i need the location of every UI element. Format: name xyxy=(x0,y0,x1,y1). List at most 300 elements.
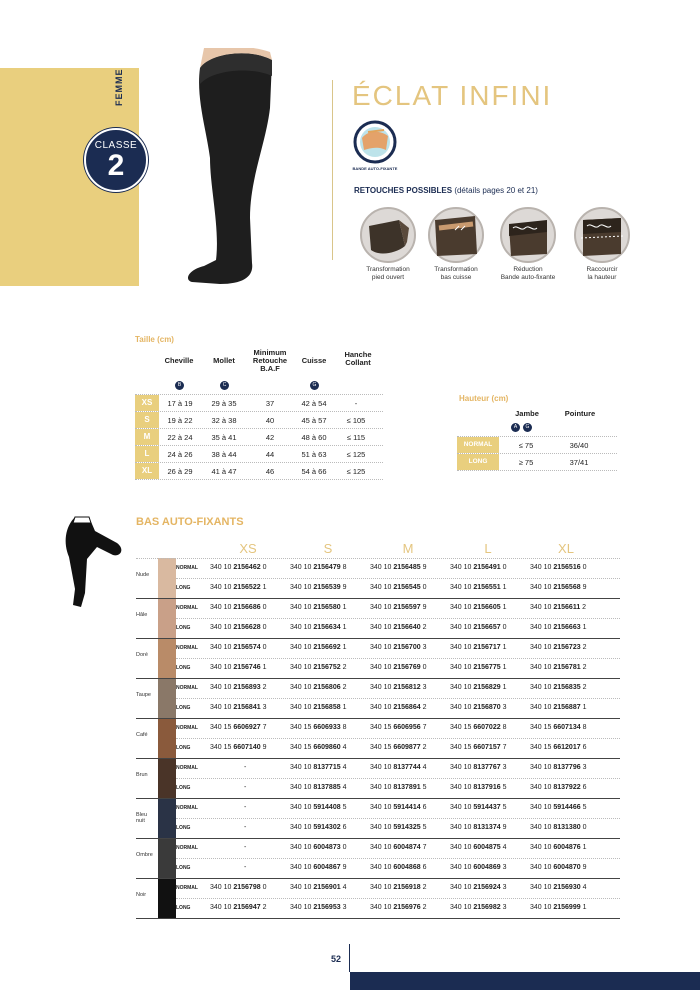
code-check-digit: 9 xyxy=(580,864,587,871)
marker-g: G xyxy=(310,381,319,390)
code-prefix: 340 10 xyxy=(450,644,474,651)
product-code xyxy=(450,604,506,611)
size-cell: 40 xyxy=(265,416,275,425)
code-check-digit: 1 xyxy=(340,704,347,711)
code-prefix: 340 10 xyxy=(290,864,314,871)
color-name: Taupe xyxy=(136,692,151,698)
code-check-digit: 2 xyxy=(580,684,587,691)
code-main: 2156752 xyxy=(313,664,341,671)
product-code xyxy=(370,584,426,591)
code-main: 2156717 xyxy=(473,644,501,651)
code-check-digit: 8 xyxy=(340,724,347,731)
row-rule xyxy=(176,898,620,899)
product-code xyxy=(450,884,506,891)
product-code xyxy=(370,724,426,731)
retouches-details: (détails pages 20 et 21) xyxy=(452,186,538,195)
code-check-digit: 2 xyxy=(260,904,267,911)
code-main: 2156829 xyxy=(473,684,501,691)
code-check-digit: 4 xyxy=(340,784,347,791)
code-main: 2156864 xyxy=(393,704,421,711)
code-prefix: 340 10 xyxy=(370,884,394,891)
code-main: 2156798 xyxy=(233,884,261,891)
code-prefix: 340 10 xyxy=(450,804,474,811)
code-check-digit: 9 xyxy=(500,824,507,831)
code-prefix: 340 10 xyxy=(530,584,554,591)
size-table xyxy=(135,335,383,482)
empty-code: - xyxy=(244,864,247,871)
retouches-heading xyxy=(354,186,538,195)
code-main: 2156597 xyxy=(393,604,421,611)
code-prefix: 340 10 xyxy=(290,644,314,651)
code-prefix: 340 10 xyxy=(450,684,474,691)
code-prefix: 340 10 xyxy=(290,784,314,791)
code-check-digit: 6 xyxy=(580,744,587,751)
code-prefix: 340 10 xyxy=(530,904,554,911)
code-main: 2156686 xyxy=(233,604,261,611)
product-code xyxy=(450,704,506,711)
code-main: 8137744 xyxy=(393,764,421,771)
code-main: 5914466 xyxy=(553,804,581,811)
product-code xyxy=(370,684,426,691)
code-prefix: 340 10 xyxy=(450,784,474,791)
product-code xyxy=(450,864,506,871)
height-tag: LONG xyxy=(457,454,499,470)
color-swatch xyxy=(158,838,176,878)
product-code xyxy=(290,664,346,671)
col-head-cheville: Cheville xyxy=(164,356,194,365)
retouches-bold: RETOUCHES POSSIBLES xyxy=(354,186,453,195)
code-main: 2156723 xyxy=(553,644,581,651)
size-cell: 48 à 60 xyxy=(301,433,327,442)
code-main: 8137891 xyxy=(393,784,421,791)
variant-label: NORMAL xyxy=(176,765,198,771)
product-code xyxy=(530,644,586,651)
product-code xyxy=(370,844,426,851)
marker-a: A xyxy=(511,423,520,432)
code-check-digit: 1 xyxy=(260,664,267,671)
code-main: 2156551 xyxy=(473,584,501,591)
size-cell: 37 xyxy=(265,399,275,408)
code-main: 6609860 xyxy=(313,744,341,751)
code-main: 2156634 xyxy=(313,624,341,631)
code-prefix: 340 10 xyxy=(530,704,554,711)
product-code xyxy=(450,904,506,911)
code-main: 2156887 xyxy=(553,704,581,711)
product-code xyxy=(530,744,586,751)
code-prefix: 340 15 xyxy=(370,724,394,731)
code-main: 2156545 xyxy=(393,584,421,591)
color-swatch xyxy=(158,638,176,678)
size-cell: 35 à 41 xyxy=(211,433,237,442)
code-main: 2156953 xyxy=(313,904,341,911)
product-code xyxy=(210,744,266,751)
code-check-digit: 4 xyxy=(340,884,347,891)
product-code xyxy=(530,604,586,611)
size-cell: ≤ 115 xyxy=(346,433,366,442)
height-cell: 37/41 xyxy=(569,458,589,467)
retouche-caption-3: Réduction Bande auto-fixante xyxy=(500,266,556,281)
code-prefix: 340 10 xyxy=(530,764,554,771)
code-main: 2156999 xyxy=(553,904,581,911)
col-head-mollet: Mollet xyxy=(213,356,235,365)
color-swatch xyxy=(158,718,176,758)
code-prefix: 340 15 xyxy=(210,744,234,751)
code-prefix: 340 10 xyxy=(530,664,554,671)
product-code xyxy=(530,664,586,671)
product-code xyxy=(290,684,346,691)
product-code xyxy=(210,684,266,691)
code-main: 6004876 xyxy=(553,844,581,851)
compression-class-badge xyxy=(84,128,148,192)
code-prefix: 340 10 xyxy=(290,824,314,831)
code-check-digit: 1 xyxy=(500,644,507,651)
product-code xyxy=(450,644,506,651)
product-code xyxy=(244,804,246,811)
product-code xyxy=(370,884,426,891)
code-prefix: 340 15 xyxy=(290,744,314,751)
code-main: 6004870 xyxy=(553,864,581,871)
height-tag: NORMAL xyxy=(457,437,499,453)
row-rule xyxy=(176,618,620,619)
code-prefix: 340 10 xyxy=(290,804,314,811)
col-head-l: L xyxy=(484,541,492,556)
code-main: 2156918 xyxy=(393,884,421,891)
code-prefix: 340 10 xyxy=(290,684,314,691)
code-prefix: 340 10 xyxy=(450,704,474,711)
size-tag: XS xyxy=(135,395,159,411)
row-rule xyxy=(176,698,620,699)
code-check-digit: 1 xyxy=(500,604,507,611)
code-main: 5914408 xyxy=(313,804,341,811)
code-main: 2156806 xyxy=(313,684,341,691)
color-swatch xyxy=(158,878,176,918)
variant-label: LONG xyxy=(176,785,191,791)
code-check-digit: 9 xyxy=(420,604,427,611)
variant-label: LONG xyxy=(176,865,191,871)
code-check-digit: 0 xyxy=(260,564,267,571)
variant-label: LONG xyxy=(176,665,191,671)
color-swatch xyxy=(158,678,176,718)
code-check-digit: 3 xyxy=(500,904,507,911)
code-main: 5914437 xyxy=(473,804,501,811)
code-main: 2156491 xyxy=(473,564,501,571)
code-prefix: 340 10 xyxy=(370,644,394,651)
code-prefix: 340 10 xyxy=(290,564,314,571)
code-prefix: 340 10 xyxy=(450,884,474,891)
footer-bar xyxy=(350,972,700,990)
height-row xyxy=(457,436,617,453)
code-prefix: 340 10 xyxy=(450,584,474,591)
size-row xyxy=(135,411,383,428)
code-prefix: 340 10 xyxy=(370,684,394,691)
product-code xyxy=(290,804,346,811)
product-code xyxy=(244,844,246,851)
marker-b: B xyxy=(175,381,184,390)
product-code xyxy=(530,784,586,791)
code-check-digit: 2 xyxy=(260,684,267,691)
code-check-digit: 1 xyxy=(580,844,587,851)
code-prefix: 340 10 xyxy=(530,604,554,611)
height-cell: ≤ 75 xyxy=(518,441,534,450)
size-cell: 32 à 38 xyxy=(211,416,237,425)
code-prefix: 340 10 xyxy=(450,624,474,631)
code-main: 2156516 xyxy=(553,564,581,571)
size-row xyxy=(135,394,383,411)
product-code xyxy=(530,564,586,571)
code-check-digit: 3 xyxy=(420,684,427,691)
size-cell: 45 à 57 xyxy=(301,416,327,425)
variant-label: NORMAL xyxy=(176,805,198,811)
auto-fixante-band-icon xyxy=(350,120,400,174)
code-prefix: 340 10 xyxy=(530,824,554,831)
code-check-digit: 3 xyxy=(580,764,587,771)
product-code xyxy=(450,564,506,571)
code-prefix: 340 10 xyxy=(450,904,474,911)
product-code xyxy=(450,764,506,771)
code-main: 2156663 xyxy=(553,624,581,631)
code-main: 2156568 xyxy=(553,584,581,591)
color-name: Doré xyxy=(136,652,148,658)
product-code xyxy=(450,804,506,811)
code-prefix: 340 10 xyxy=(530,784,554,791)
table-bottom-rule xyxy=(136,918,620,919)
code-prefix: 340 10 xyxy=(530,864,554,871)
code-prefix: 340 10 xyxy=(290,764,314,771)
variant-label: NORMAL xyxy=(176,685,198,691)
code-check-digit: 3 xyxy=(500,704,507,711)
variant-label: NORMAL xyxy=(176,605,198,611)
code-prefix: 340 15 xyxy=(210,724,234,731)
code-prefix: 340 10 xyxy=(370,784,394,791)
code-prefix: 340 10 xyxy=(370,704,394,711)
code-main: 2156640 xyxy=(393,624,421,631)
code-check-digit: 1 xyxy=(580,904,587,911)
product-code xyxy=(450,844,506,851)
code-check-digit: 1 xyxy=(580,624,587,631)
code-main: 6004869 xyxy=(473,864,501,871)
variant-label: NORMAL xyxy=(176,725,198,731)
gender-label: FEMME xyxy=(114,68,124,106)
code-check-digit: 1 xyxy=(260,584,267,591)
retouche-item xyxy=(570,206,634,282)
code-prefix: 340 10 xyxy=(210,904,234,911)
product-code xyxy=(530,884,586,891)
code-check-digit: 9 xyxy=(580,584,587,591)
size-cell: 44 xyxy=(265,450,275,459)
code-main: 5914302 xyxy=(313,824,341,831)
size-cell: 19 à 22 xyxy=(167,416,193,425)
row-rule xyxy=(176,818,620,819)
code-check-digit: 2 xyxy=(420,624,427,631)
code-check-digit: 3 xyxy=(340,904,347,911)
code-main: 2156835 xyxy=(553,684,581,691)
code-prefix: 340 10 xyxy=(530,844,554,851)
color-swatch xyxy=(158,598,176,638)
code-prefix: 340 15 xyxy=(530,724,554,731)
product-code xyxy=(210,664,266,671)
variant-label: NORMAL xyxy=(176,645,198,651)
product-code xyxy=(290,904,346,911)
code-prefix: 340 15 xyxy=(530,744,554,751)
code-main: 6612017 xyxy=(553,744,581,751)
height-cell: 36/40 xyxy=(569,441,589,450)
product-code xyxy=(370,704,426,711)
thigh-cut-icon xyxy=(427,206,485,264)
product-code xyxy=(370,564,426,571)
size-cell: 24 à 26 xyxy=(167,450,193,459)
code-prefix: 340 10 xyxy=(210,644,234,651)
product-code xyxy=(370,824,426,831)
code-main: 6607157 xyxy=(473,744,501,751)
product-code xyxy=(530,684,586,691)
class-label: CLASSE xyxy=(94,140,138,151)
code-prefix: 340 10 xyxy=(210,884,234,891)
product-code xyxy=(290,844,346,851)
code-main: 2156692 xyxy=(313,644,341,651)
row-rule xyxy=(176,858,620,859)
empty-code: - xyxy=(244,804,247,811)
code-main: 6004867 xyxy=(313,864,341,871)
size-tag: XL xyxy=(135,463,159,479)
code-prefix: 340 10 xyxy=(450,844,474,851)
code-main: 2156605 xyxy=(473,604,501,611)
product-code xyxy=(210,584,266,591)
code-prefix: 340 10 xyxy=(450,664,474,671)
size-cell: 41 à 47 xyxy=(211,467,237,476)
col-head-jambe: Jambe xyxy=(515,409,539,418)
variant-label: LONG xyxy=(176,905,191,911)
code-main: 2156462 xyxy=(233,564,261,571)
code-prefix: 340 10 xyxy=(290,624,314,631)
code-check-digit: 6 xyxy=(340,824,347,831)
height-row xyxy=(457,453,617,470)
variant-label: LONG xyxy=(176,705,191,711)
size-cell: 26 à 29 xyxy=(167,467,193,476)
header-divider xyxy=(332,80,333,260)
product-code xyxy=(244,864,246,871)
code-main: 6004868 xyxy=(393,864,421,871)
color-name: Bleu nuit xyxy=(136,812,148,824)
code-prefix: 340 10 xyxy=(450,564,474,571)
size-cell: ≤ 125 xyxy=(346,450,366,459)
product-code xyxy=(290,864,346,871)
code-prefix: 340 10 xyxy=(290,604,314,611)
retouche-item xyxy=(424,206,488,282)
code-main: 8137885 xyxy=(313,784,341,791)
size-table-label: Taille (cm) xyxy=(135,335,174,344)
col-head-hanche: Hanche Collant xyxy=(344,350,372,367)
product-code xyxy=(244,764,246,771)
product-code xyxy=(370,604,426,611)
code-main: 2156574 xyxy=(233,644,261,651)
code-main: 2156775 xyxy=(473,664,501,671)
code-check-digit: 4 xyxy=(500,844,507,851)
color-name: Ombre xyxy=(136,852,153,858)
code-main: 2156580 xyxy=(313,604,341,611)
code-main: 2156870 xyxy=(473,704,501,711)
product-code xyxy=(450,824,506,831)
code-prefix: 340 15 xyxy=(290,724,314,731)
code-prefix: 340 10 xyxy=(370,604,394,611)
code-check-digit: 0 xyxy=(580,824,587,831)
code-check-digit: 0 xyxy=(500,564,507,571)
code-prefix: 340 10 xyxy=(450,604,474,611)
code-main: 8137916 xyxy=(473,784,501,791)
product-code xyxy=(530,724,586,731)
code-check-digit: 8 xyxy=(580,724,587,731)
size-cell: - xyxy=(354,399,358,408)
class-number: 2 xyxy=(107,149,125,182)
code-prefix: 340 10 xyxy=(290,844,314,851)
color-swatch xyxy=(158,758,176,798)
size-cell: 29 à 35 xyxy=(211,399,237,408)
code-prefix: 340 10 xyxy=(530,884,554,891)
code-check-digit: 9 xyxy=(260,744,267,751)
empty-code: - xyxy=(244,764,247,771)
code-prefix: 340 10 xyxy=(370,764,394,771)
code-prefix: 340 10 xyxy=(530,804,554,811)
code-check-digit: 5 xyxy=(500,804,507,811)
col-head-m: M xyxy=(402,541,414,556)
color-swatch xyxy=(158,558,176,598)
code-main: 2156628 xyxy=(233,624,261,631)
code-check-digit: 7 xyxy=(500,744,507,751)
code-main: 6606933 xyxy=(313,724,341,731)
code-main: 2156841 xyxy=(233,704,261,711)
code-check-digit: 7 xyxy=(260,724,267,731)
product-code xyxy=(370,644,426,651)
code-check-digit: 1 xyxy=(340,644,347,651)
code-check-digit: 0 xyxy=(260,884,267,891)
code-main: 6606956 xyxy=(393,724,421,731)
code-prefix: 340 10 xyxy=(450,864,474,871)
code-check-digit: 8 xyxy=(500,724,507,731)
table-bottom-rule xyxy=(135,479,383,480)
product-code xyxy=(290,764,346,771)
product-code xyxy=(290,724,346,731)
retouche-caption-4: Raccourcir la hauteur xyxy=(586,266,618,281)
row-rule xyxy=(176,738,620,739)
size-tag: S xyxy=(135,412,159,428)
size-cell: 54 à 66 xyxy=(301,467,327,476)
code-check-digit: 5 xyxy=(500,784,507,791)
variant-label: LONG xyxy=(176,585,191,591)
row-rule xyxy=(176,658,620,659)
size-tag: L xyxy=(135,446,159,462)
code-check-digit: 1 xyxy=(580,704,587,711)
code-check-digit: 9 xyxy=(340,864,347,871)
empty-code: - xyxy=(244,824,247,831)
variant-label: NORMAL xyxy=(176,565,198,571)
code-main: 6609877 xyxy=(393,744,421,751)
code-check-digit: 7 xyxy=(420,724,427,731)
product-code xyxy=(530,904,586,911)
page-number: 52 xyxy=(331,954,342,964)
code-main: 2156657 xyxy=(473,624,501,631)
product-code xyxy=(210,624,266,631)
code-prefix: 340 10 xyxy=(530,624,554,631)
code-check-digit: 6 xyxy=(420,864,427,871)
code-main: 2156539 xyxy=(313,584,341,591)
code-prefix: 340 10 xyxy=(210,604,234,611)
variant-label: NORMAL xyxy=(176,885,198,891)
product-code xyxy=(290,744,346,751)
code-prefix: 340 10 xyxy=(370,864,394,871)
code-prefix: 340 10 xyxy=(290,884,314,891)
empty-code: - xyxy=(244,844,247,851)
code-main: 2156901 xyxy=(313,884,341,891)
product-code xyxy=(530,624,586,631)
